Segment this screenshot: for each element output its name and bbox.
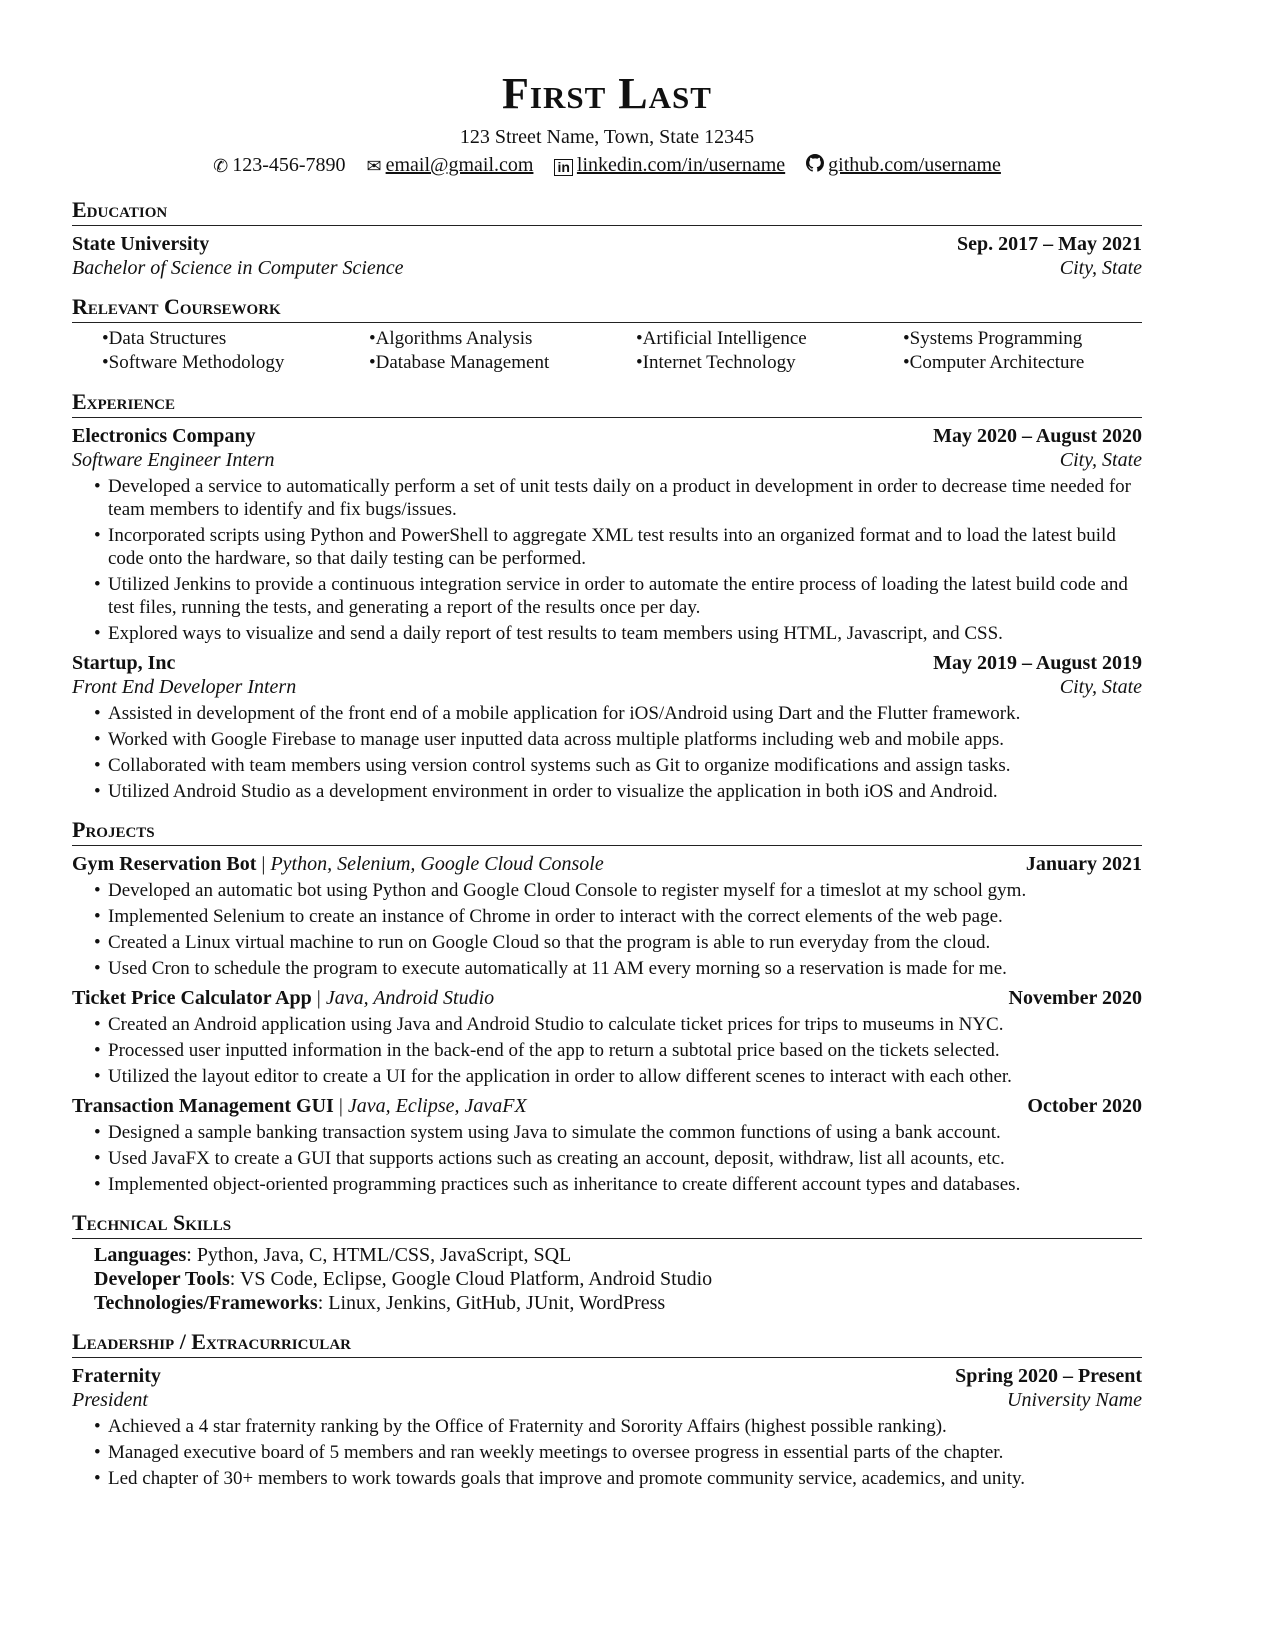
list-item: • Utilized the layout editor to create a UI for the application in order to allow different scenes to interact with each other. bbox=[108, 1065, 1142, 1088]
github-contact[interactable] bbox=[806, 154, 1001, 176]
list-item: • Used JavaFX to create a GUI that supports actions such as creating an account, deposit, withdraw, list all acounts, etc. bbox=[108, 1147, 1142, 1170]
project-name: Gym Reservation Bot bbox=[72, 853, 257, 875]
course-item: • Artificial Intelligence bbox=[636, 327, 903, 351]
skill-label: Languages bbox=[94, 1244, 187, 1266]
list-item: • Developed an automatic bot using Python and Google Cloud Console to register myself for a timeslot at my school gym. bbox=[108, 879, 1142, 902]
phone-number: 123-456-7890 bbox=[232, 154, 346, 176]
list-item: • Used Cron to schedule the program to execute automatically at 11 AM every morning so a reservation is made for me. bbox=[108, 957, 1142, 980]
course-item: • Data Structures bbox=[102, 327, 369, 351]
skill-label: Developer Tools bbox=[94, 1268, 230, 1290]
list-item: • Explored ways to visualize and send a daily report of test results to team members using HTML, Javascript, and CSS. bbox=[108, 622, 1142, 645]
list-item: • Designed a sample banking transaction system using Java to simulate the common functions of using a bank account. bbox=[108, 1121, 1142, 1144]
project-tech: Java, Android Studio bbox=[325, 987, 495, 1009]
skill-value: Python, Java, C, HTML/CSS, JavaScript, SQL bbox=[196, 1244, 572, 1266]
skill-row: Languages: Python, Java, C, HTML/CSS, JavaScript, SQL bbox=[94, 1244, 572, 1266]
list-item: • Collaborated with team members using version control systems such as Git to organize modifications and assign tasks. bbox=[108, 754, 1142, 777]
company-name: Startup, Inc bbox=[72, 652, 176, 674]
coursework-list bbox=[72, 327, 1142, 375]
contact-line bbox=[72, 152, 1142, 179]
degree: Bachelor of Science in Computer Science bbox=[72, 257, 404, 279]
leadership-location: University Name bbox=[1007, 1389, 1142, 1411]
email-link[interactable]: email@gmail.com bbox=[385, 154, 534, 176]
list-item: • Implemented object-oriented programming practices such as inheritance to create different account types and databases. bbox=[108, 1173, 1142, 1196]
phone-contact bbox=[213, 154, 350, 176]
leadership-bullets bbox=[72, 1415, 1142, 1490]
list-item: • Worked with Google Firebase to manage user inputted data across multiple platforms including web and mobile apps. bbox=[108, 728, 1142, 751]
job-role: Front End Developer Intern bbox=[72, 676, 297, 698]
course-item: • Database Management bbox=[369, 351, 636, 375]
address: 123 Street Name, Town, State 12345 bbox=[459, 126, 755, 148]
leadership-role: President bbox=[72, 1389, 148, 1411]
course-item: • Algorithms Analysis bbox=[369, 327, 636, 351]
email-contact[interactable] bbox=[367, 154, 539, 176]
resume-name: First Last bbox=[502, 69, 712, 118]
leadership-heading: Leadership / Extracurricular bbox=[72, 1329, 1142, 1358]
list-item: • Led chapter of 30+ members to work towards goals that improve and promote community service, academics, and unity. bbox=[108, 1467, 1142, 1490]
skill-label: Technologies/Frameworks bbox=[94, 1292, 318, 1314]
resume-page bbox=[72, 68, 1142, 1493]
skill-row: Developer Tools: VS Code, Eclipse, Google Cloud Platform, Android Studio bbox=[94, 1268, 713, 1290]
project-date: October 2020 bbox=[1027, 1095, 1142, 1117]
course-item: • Systems Programming bbox=[903, 327, 1170, 351]
list-item: • Incorporated scripts using Python and PowerShell to aggregate XML test results into an organized format and to load the latest build code onto the hardware, so that daily testing can be performed. bbox=[108, 524, 1142, 570]
education-location: City, State bbox=[1059, 257, 1142, 279]
org-name: Fraternity bbox=[72, 1365, 161, 1387]
skill-value: VS Code, Eclipse, Google Cloud Platform, Android Studio bbox=[239, 1268, 713, 1290]
github-link[interactable]: github.com/username bbox=[828, 154, 1001, 176]
project-bullets bbox=[72, 1013, 1142, 1088]
project-entry: Ticket Price Calculator App | Java, Android Studio November 2020 • Created an Android application using Java and Android Studio to calculate ticket prices for trips to museums in NYC. • Processed user inputted information in the back-end of the app to return a subtotal price based on the tickets selected. • Utilized the layout editor to create a UI for the application in order to allow different scenes to interact with each other. bbox=[72, 986, 1142, 1088]
education-dates: Sep. 2017 – May 2021 bbox=[957, 233, 1142, 255]
list-item: • Created a Linux virtual machine to run on Google Cloud so that the program is able to run everyday from the cloud. bbox=[108, 931, 1142, 954]
course-item: • Software Methodology bbox=[102, 351, 369, 375]
project-name: Ticket Price Calculator App bbox=[72, 987, 312, 1009]
linkedin-link[interactable]: linkedin.com/in/username bbox=[576, 154, 786, 176]
list-item: • Created an Android application using Java and Android Studio to calculate ticket prices for trips to museums in NYC. bbox=[108, 1013, 1142, 1036]
job-location: City, State bbox=[1059, 676, 1142, 698]
skills-list bbox=[72, 1243, 1142, 1315]
envelope-icon: ✉ bbox=[366, 156, 382, 176]
github-icon bbox=[806, 153, 824, 179]
list-item: • Utilized Android Studio as a development environment in order to visualize the application in both iOS and Android. bbox=[108, 780, 1142, 803]
list-item: • Utilized Jenkins to provide a continuous integration service in order to automate the entire process of loading the latest build code and test files, running the tests, and generating a report of the results once per day. bbox=[108, 573, 1142, 619]
project-tech: Python, Selenium, Google Cloud Console bbox=[270, 853, 604, 875]
job-entry bbox=[72, 651, 1142, 803]
leadership-dates: Spring 2020 – Present bbox=[955, 1365, 1142, 1387]
list-item: • Assisted in development of the front end of a mobile application for iOS/Android using Dart and the Flutter framework. bbox=[108, 702, 1142, 725]
list-item: • Achieved a 4 star fraternity ranking by the Office of Fraternity and Sorority Affairs (highest possible ranking). bbox=[108, 1415, 1142, 1438]
course-item: • Computer Architecture bbox=[903, 351, 1170, 375]
project-date: January 2021 bbox=[1025, 853, 1142, 875]
course-item: • Internet Technology bbox=[636, 351, 903, 375]
job-dates: May 2020 – August 2020 bbox=[933, 425, 1142, 447]
job-role: Software Engineer Intern bbox=[72, 449, 275, 471]
coursework-heading: Relevant Coursework bbox=[72, 294, 1142, 323]
education-entry bbox=[72, 232, 1142, 280]
project-entry: Gym Reservation Bot | Python, Selenium, Google Cloud Console January 2021 • Developed an automatic bot using Python and Google Cloud Console to register myself for a timeslot at my school gym. • Implemented Selenium to create an instance of Chrome in order to interact with the correct elements of the web page. • Created a Linux virtual machine to run on Google Cloud so that the program is able to run everyday from the cloud. • Used Cron to schedule the program to execute automatically at 11 AM every morning so a reservation is made for me. bbox=[72, 852, 1142, 980]
education-heading: Education bbox=[72, 197, 1142, 226]
project-bullets bbox=[72, 879, 1142, 980]
phone-icon: ✆ bbox=[213, 156, 229, 176]
job-entry bbox=[72, 424, 1142, 645]
list-item: • Managed executive board of 5 members and ran weekly meetings to oversee progress in essential parts of the chapter. bbox=[108, 1441, 1142, 1464]
linkedin-icon: in bbox=[554, 159, 572, 176]
company-name: Electronics Company bbox=[72, 425, 256, 447]
linkedin-contact[interactable] bbox=[554, 154, 790, 176]
list-item: • Implemented Selenium to create an instance of Chrome in order to interact with the correct elements of the web page. bbox=[108, 905, 1142, 928]
job-dates: May 2019 – August 2019 bbox=[933, 652, 1142, 674]
projects-heading: Projects bbox=[72, 817, 1142, 846]
project-tech: Java, Eclipse, JavaFX bbox=[347, 1095, 527, 1117]
skills-heading: Technical Skills bbox=[72, 1210, 1142, 1239]
leadership-entry bbox=[72, 1364, 1142, 1490]
project-entry: Transaction Management GUI | Java, Eclipse, JavaFX October 2020 • Designed a sample banking transaction system using Java to simulate the common functions of using a bank account. • Used JavaFX to create a GUI that supports actions such as creating an account, deposit, withdraw, list all acounts, etc. • Implemented object-oriented programming practices such as inheritance to create different account types and databases. bbox=[72, 1094, 1142, 1196]
job-location: City, State bbox=[1059, 449, 1142, 471]
list-item: • Developed a service to automatically perform a set of unit tests daily on a product in development in order to decrease time needed for team members to identify and fix bugs/issues. bbox=[108, 475, 1142, 521]
skill-row: Technologies/Frameworks: Linux, Jenkins, GitHub, JUnit, WordPress bbox=[94, 1292, 666, 1314]
school-name: State University bbox=[72, 233, 210, 255]
project-date: November 2020 bbox=[1008, 987, 1142, 1009]
job-bullets bbox=[72, 475, 1142, 645]
project-bullets bbox=[72, 1121, 1142, 1196]
experience-heading: Experience bbox=[72, 389, 1142, 418]
job-bullets bbox=[72, 702, 1142, 803]
skill-value: Linux, Jenkins, GitHub, JUnit, WordPress bbox=[328, 1292, 666, 1314]
list-item: • Processed user inputted information in the back-end of the app to return a subtotal price based on the tickets selected. bbox=[108, 1039, 1142, 1062]
project-name: Transaction Management GUI bbox=[72, 1095, 334, 1117]
